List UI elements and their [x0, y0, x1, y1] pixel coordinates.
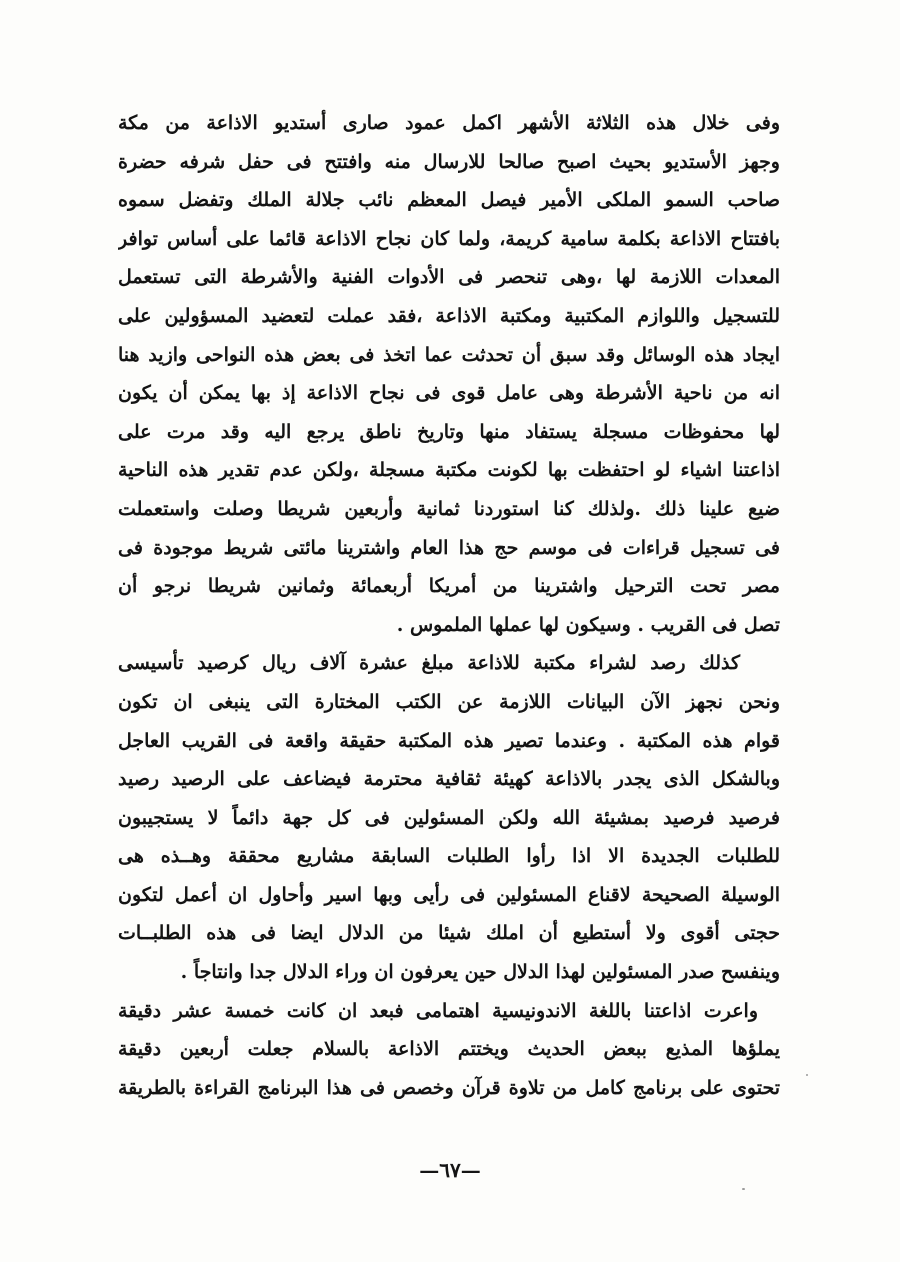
text-line: مصر تحت الترحيل واشترينا من أمريكا أربعمائة وثمانين شريطا نرجو أن [118, 575, 780, 598]
text-line: وجهز الأستديو بحيث اصبح صالحا للارسال منه وافتتح فى حفل شرفه حضرة [118, 150, 780, 173]
text-line: انه من ناحية الأشرطة وهى عامل قوى فى نجاح الاذاعة إذ بها يمكن أن يكون [118, 382, 780, 405]
text-line: للتسجيل واللوازم المكتبية ومكتبة الاذاعة ،فقد عملت لتعضيد المسؤولين على [118, 304, 780, 327]
text-line: المعدات اللازمة لها ،وهى تنحصر فى الأدوات الفنية والأشرطة التى تستعمل [118, 266, 780, 289]
text-line: وفى خلال هذه الثلاثة الأشهر اكمل عمود صارى أستديو الاذاعة من مكة [118, 112, 780, 134]
text-line: حجتى أقوى ولا أستطيع أن املك شيئا من الدلال ايضا فى هذه الطلبــات [118, 922, 780, 945]
text-line: بافتتاح الاذاعة بكلمة سامية كريمة، ولما كان نجاح الاذاعة قائما على أساس توافر [118, 227, 780, 250]
text-line: وينفسح صدر المسئولين لهذا الدلال حين يعرفون ان وراء الدلال جدا وانتاجاً . [180, 961, 780, 984]
text-line: صاحب السمو الملكى الأمير فيصل المعظم نائب جلالة الملك وتفضل سموه [118, 189, 780, 212]
text-line: اذاعتنا اشياء لو احتفظت بها لكونت مكتبة مسجلة ،ولكن عدم تقدير هذه الناحية [118, 459, 780, 482]
scan-speck [742, 1188, 745, 1190]
text-line: ضيع علينا ذلك .ولذلك كنا استوردنا ثمانية وأربعين شريطا وصلت واستعملت [118, 497, 780, 520]
text-line: فى تسجيل قراءات فى موسم حج هذا العام واشترينا مائتى شريط موجودة فى [118, 536, 780, 559]
scan-speck [806, 1074, 808, 1076]
text-line: ونحن نجهز الآن البيانات اللازمة عن الكتب المختارة التى ينبغى ان تكون [118, 690, 780, 713]
text-line: واعرت اذاعتنا باللغة الاندونيسية اهتمامى فبعد ان كانت خمسة عشر دقيقة [118, 999, 758, 1022]
body-text [118, 104, 780, 1107]
text-line: تصل فى القريب . وسيكون لها عملها الملموس . [396, 613, 780, 636]
text-line: لها محفوظات مسجلة يستفاد منها وتاريخ ناطق يرجع اليه وقد مرت على [118, 420, 780, 443]
text-line: وبالشكل الذى يجدر بالاذاعة كهيئة ثقافية محترمة فيضاعف على الرصيد رصيد [118, 768, 780, 791]
text-line: تحتوى على برنامج كامل من تلاوة قرآن وخصص فى هذا البرنامج القراءة بالطريقة [118, 1076, 780, 1099]
text-line: ايجاد هذه الوسائل وقد سبق أن تحدثت عما اتخذ فى بعض هذه النواحى وازيد هنا [118, 343, 780, 366]
text-line: كذلك رصد لشراء مكتبة للاذاعة مبلغ عشرة آلاف ريال كرصيد تأسيسى [118, 652, 741, 675]
text-line: الوسيلة الصحيحة لاقناع المسئولين فى رأيى وبها اسير وأحاول ان أعمل لتكون [118, 883, 780, 906]
text-line: فرصيد فرصيد بمشيئة الله ولكن المسئولين فى كل جهة دائماً لا يستجيبون [118, 806, 780, 829]
text-line: قوام هذه المكتبة . وعندما تصير هذه المكتبة حقيقة واقعة فى القريب العاجل [118, 729, 780, 752]
page-number: —٦٧— [419, 1158, 481, 1182]
text-line: يملؤها المذيع ببعض الحديث ويختتم الاذاعة بالسلام جعلت أربعين دقيقة [118, 1038, 780, 1061]
text-line: للطلبات الجديدة الا اذا رأوا الطلبات السابقة مشاريع محققة وهــذه هى [118, 845, 780, 868]
